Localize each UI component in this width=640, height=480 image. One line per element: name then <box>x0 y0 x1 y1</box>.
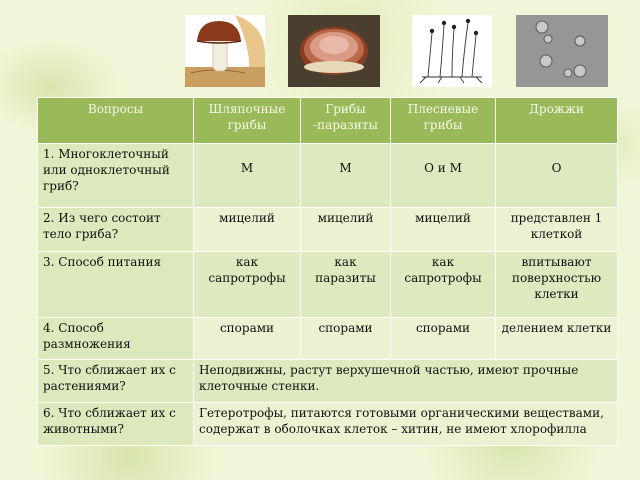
table-row <box>38 208 618 252</box>
cell-parasite: как паразиты <box>301 252 391 318</box>
cell-parasite: М <box>301 144 391 208</box>
table-row <box>38 360 618 403</box>
bracket-fungus-picture <box>288 15 380 87</box>
cell-cap: М <box>194 144 301 208</box>
fungi-comparison-table <box>37 97 618 446</box>
table-row <box>38 403 618 446</box>
porcini-mushroom-picture <box>185 15 265 87</box>
yeast-picture <box>516 15 608 87</box>
cell-cap: спорами <box>194 318 301 360</box>
cell-mold: О и М <box>391 144 496 208</box>
cell-mold: как сапротрофы <box>391 252 496 318</box>
header-yeast: Дрожжи <box>496 98 618 144</box>
table-header-row <box>38 98 618 144</box>
cell-merged-answer: Неподвижны, растут верхушечной частью, имеют прочные клеточные стенки. <box>194 360 618 403</box>
header-cap-fungi: Шляпочные грибы <box>194 98 301 144</box>
cell-yeast: делением клетки <box>496 318 618 360</box>
row-question: 3. Способ питания <box>38 252 194 318</box>
header-parasitic-fungi: Грибы -паразиты <box>301 98 391 144</box>
table-row <box>38 144 618 208</box>
cell-cap: мицелий <box>194 208 301 252</box>
cell-yeast: впитывают поверхностью клетки <box>496 252 618 318</box>
mold-picture <box>412 15 492 87</box>
header-mold-fungi: Плесневые грибы <box>391 98 496 144</box>
cell-mold: мицелий <box>391 208 496 252</box>
cell-parasite: спорами <box>301 318 391 360</box>
row-question: 4. Способ размножения <box>38 318 194 360</box>
row-question: 1. Многоклеточный или одноклеточный гриб? <box>38 144 194 208</box>
cell-mold: спорами <box>391 318 496 360</box>
cell-yeast: О <box>496 144 618 208</box>
table-row <box>38 318 618 360</box>
cell-merged-answer: Гетеротрофы, питаются готовыми органическими веществами, содержат в оболочках клеток – хитин, не имеют хлорофилла <box>194 403 618 446</box>
cell-yeast: представлен 1 клеткой <box>496 208 618 252</box>
row-question: 2. Из чего состоит тело гриба? <box>38 208 194 252</box>
header-questions: Вопросы <box>38 98 194 144</box>
cell-cap: как сапротрофы <box>194 252 301 318</box>
row-question: 6. Что сближает их с животными? <box>38 403 194 446</box>
row-question: 5. Что сближает их с растениями? <box>38 360 194 403</box>
table-row <box>38 252 618 318</box>
cell-parasite: мицелий <box>301 208 391 252</box>
